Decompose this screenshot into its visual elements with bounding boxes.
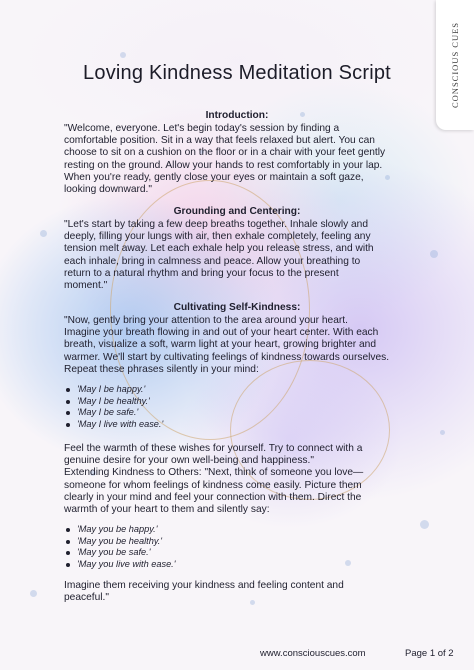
decor-bubble — [430, 250, 438, 258]
text-line: "Now, gently bring your attention to the area around your heart. — [64, 315, 348, 326]
extending-kindness-paragraph — [64, 443, 420, 516]
text-line: deeply, filling your lungs with air, then exhale completely, feeling any — [64, 231, 371, 243]
page-title: Loving Kindness Meditation Script — [83, 62, 391, 84]
closing-paragraph — [64, 580, 420, 604]
text-line: Extending Kindness to Others: "Next, think of someone you love— — [64, 467, 364, 479]
list-item: 'May I live with ease.' — [64, 419, 364, 431]
text-line: warmth of your heart to them and silently say: — [64, 504, 270, 516]
decor-bubble — [40, 230, 47, 237]
decor-bubble — [120, 52, 126, 58]
decor-bubble — [420, 520, 429, 529]
text-line: return to a natural rhythm and bring your focus to the present — [64, 267, 339, 279]
decor-bubble — [440, 430, 445, 435]
section-heading-grounding: Grounding and Centering: — [173, 206, 301, 217]
text-line: moment." — [64, 280, 108, 292]
list-item: 'May you be happy.' — [64, 524, 364, 536]
text-line: warmer. We'll start by cultivating feelings of kindness towards ourselves. — [64, 351, 390, 363]
section-heading-introduction: Introduction: — [205, 110, 269, 121]
text-line: comfortable position. Sit in a way that feels relaxed but alert. You can — [64, 135, 375, 147]
text-line: Imagine your breath flowing in and out of your heart center. With each — [64, 327, 379, 339]
section-heading-self-kindness: Cultivating Self-Kindness: — [173, 302, 301, 313]
introduction-paragraph — [64, 123, 420, 196]
list-item: 'May I be healthy.' — [64, 396, 364, 408]
text-line: resting on the ground. Allow your hands to rest comfortably in your lap. — [64, 159, 383, 171]
self-phrases-list — [64, 384, 364, 430]
list-item: 'May you be healthy.' — [64, 536, 364, 548]
text-line: clearly in your mind and feel your connection with them. Direct the — [64, 491, 362, 503]
text-line: each inhale, bring in calmness and peace. Allow your breathing to — [64, 255, 361, 267]
others-phrases-list — [64, 524, 364, 570]
text-line: "Let's start by taking a few deep breaths together. Inhale slowly and — [64, 219, 369, 230]
grounding-paragraph — [64, 219, 420, 292]
text-line: "Welcome, everyone. Let's begin today's session by finding a — [64, 123, 340, 134]
list-item: 'May you be safe.' — [64, 547, 364, 559]
text-line: Repeat these phrases silently in your mind: — [64, 363, 259, 375]
list-item: 'May I be happy.' — [64, 384, 364, 396]
text-line: tension melt away. Let each exhale help you release stress, and with — [64, 243, 374, 255]
text-line: choose to sit on a cushion on the floor or in a chair with your feet gently — [64, 147, 386, 159]
footer-website-link[interactable]: www.consciouscues.com — [260, 648, 366, 659]
text-line: Imagine them receiving your kindness and feeling content and — [64, 580, 344, 591]
text-line: When you're ready, gently close your eyes or maintain a soft gaze, — [64, 171, 364, 183]
text-line: peaceful." — [64, 592, 109, 604]
text-line: Feel the warmth of these wishes for yourself. Try to connect with a — [64, 443, 363, 454]
self-kindness-paragraph — [64, 315, 420, 376]
footer-page-number: Page 1 of 2 — [405, 648, 454, 659]
text-line: breath, visualize a soft, warm light at your heart, growing brighter and — [64, 339, 377, 351]
text-line: genuine desire for your own well-being and happiness." — [64, 455, 314, 467]
text-line: someone for whom feelings of kindness come easily. Picture them — [64, 479, 362, 491]
list-item: 'May you live with ease.' — [64, 559, 364, 571]
list-item: 'May I be safe.' — [64, 407, 364, 419]
text-line: looking downward." — [64, 184, 152, 196]
brand-logo-text: CONSCIOUS CUES — [450, 21, 460, 109]
decor-bubble — [30, 590, 37, 597]
